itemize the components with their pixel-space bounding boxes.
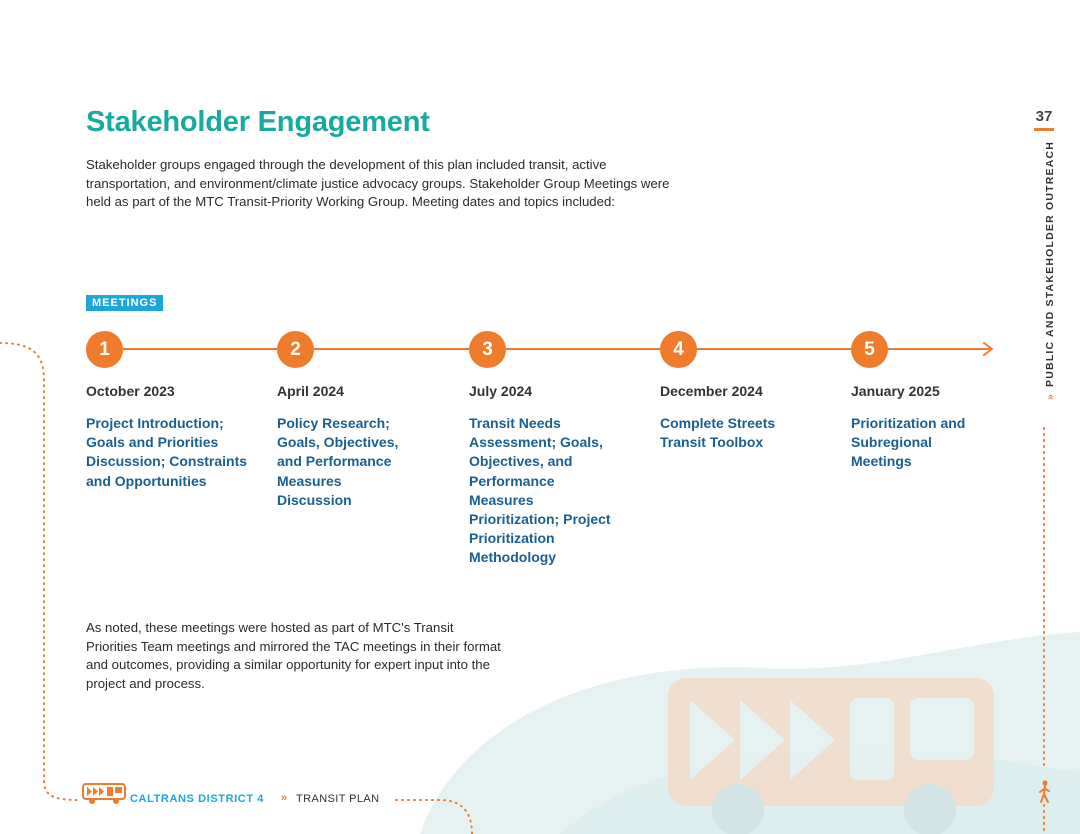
- meeting-number-badge: 2: [277, 331, 314, 368]
- meeting-topics: Complete Streets Transit Toolbox: [660, 415, 776, 451]
- meeting-topics: Prioritization and Subregional Meetings: [851, 415, 966, 470]
- meeting-date: July 2024: [469, 383, 533, 399]
- section-label: [1044, 141, 1056, 400]
- section-chevron: »: [1044, 392, 1056, 400]
- meeting-date: January 2025: [851, 383, 940, 399]
- meeting-topics: Policy Research; Goals, Objectives, and Performance Measures Discussion: [277, 415, 399, 508]
- meeting-number-badge: 3: [469, 331, 506, 368]
- meeting-number-badge: 1: [86, 331, 123, 368]
- footer-plan-title: TRANSIT PLAN: [296, 793, 380, 805]
- page-number: 37: [1035, 108, 1053, 125]
- section-label-text: PUBLIC AND STAKEHOLDER OUTREACH: [1044, 140, 1056, 387]
- footer-separator: »: [281, 792, 288, 804]
- closing-paragraph: As noted, these meetings were hosted as part of MTC's Transit Priorities Team meetings and mirrored the TAC meetings in their format and outcomes, providing a similar opportunity for expert input into the project and process.: [86, 620, 501, 691]
- meeting-date: October 2023: [86, 383, 175, 399]
- intro-paragraph: Stakeholder groups engaged through the development of this plan included transit, active transportation, and environment/climate justice advocacy groups. Stakeholder Group Meetings were held as part of the MTC Transit-Priority Working Group. Meeting dates and topics included:: [86, 157, 670, 210]
- dotted-border-left: [0, 343, 78, 800]
- meeting-date: April 2024: [277, 383, 344, 399]
- bus-logo-icon: [82, 783, 126, 805]
- meeting-number-badge: 4: [660, 331, 697, 368]
- page-number-rule: [1034, 128, 1054, 131]
- meeting-number-badge: 5: [851, 331, 888, 368]
- footer-brand: CALTRANS DISTRICT 4: [130, 793, 265, 805]
- page-title: Stakeholder Engagement: [86, 106, 430, 138]
- meeting-date: December 2024: [660, 383, 763, 399]
- walker-icon: [1038, 780, 1052, 804]
- meetings-tag: MEETINGS: [86, 295, 163, 311]
- meeting-topics: Transit Needs Assessment; Goals, Objectives, and Performance Measures Prioritization; Project Prioritization Methodology: [469, 415, 611, 566]
- meeting-topics: Project Introduction; Goals and Priorities Discussion; Constraints and Opportunities: [86, 415, 248, 489]
